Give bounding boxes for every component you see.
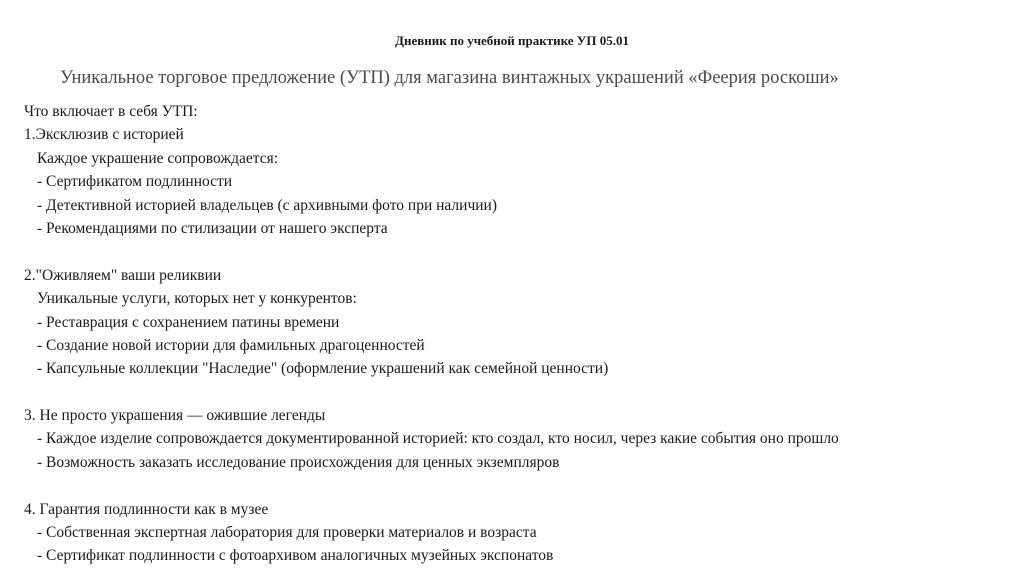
section-subheading: Уникальные услуги, которых нет у конкурентов: [37,290,357,308]
section-heading: 2."Оживляем" ваши реликвии [24,266,222,284]
intro-text: Что включает в себя УТП: [24,103,198,120]
section-heading: 1.Эксклюзив с историей [24,126,184,144]
list-item: - Капсульные коллекции "Наследие" (оформление украшений как семейной ценности) [37,360,609,378]
list-item: - Собственная экспертная лаборатория для проверки материалов и возраста [37,524,537,542]
section-subheading: Каждое украшение сопровождается: [37,149,279,167]
spacer [24,474,839,497]
page-header: Дневник по учебной практике УП 05.01 [395,33,629,48]
spacer [24,381,839,404]
list-item: - Сертификатом подлинности [37,173,233,191]
list-item: - Сертификат подлинности с фотоархивом аналогичных музейных экспонатов [37,547,554,565]
list-item: - Каждое изделие сопровождается документированной историей: кто создал, кто носил, через какие события оно прошло [37,430,839,448]
list-item: - Реставрация с сохранением патины времени [37,313,340,331]
list-item: - Создание новой истории для фамильных драгоценностей [37,336,425,354]
list-item: - Детективной историей владельцев (с архивными фото при наличии) [37,196,497,214]
section-heading: 3. Не просто украшения — ожившие легенды [24,407,326,425]
list-item: - Рекомендациями по стилизации от нашего эксперта [37,219,388,237]
document-title: Уникальное торговое предложение (УТП) для магазина винтажных украшений «Феерия роскоши» [60,68,839,88]
document-body [24,100,839,568]
spacer [24,240,839,263]
list-item: - Возможность заказать исследование происхождения для ценных экземпляров [37,453,560,471]
section-heading: 4. Гарантия подлинности как в музее [24,500,269,518]
